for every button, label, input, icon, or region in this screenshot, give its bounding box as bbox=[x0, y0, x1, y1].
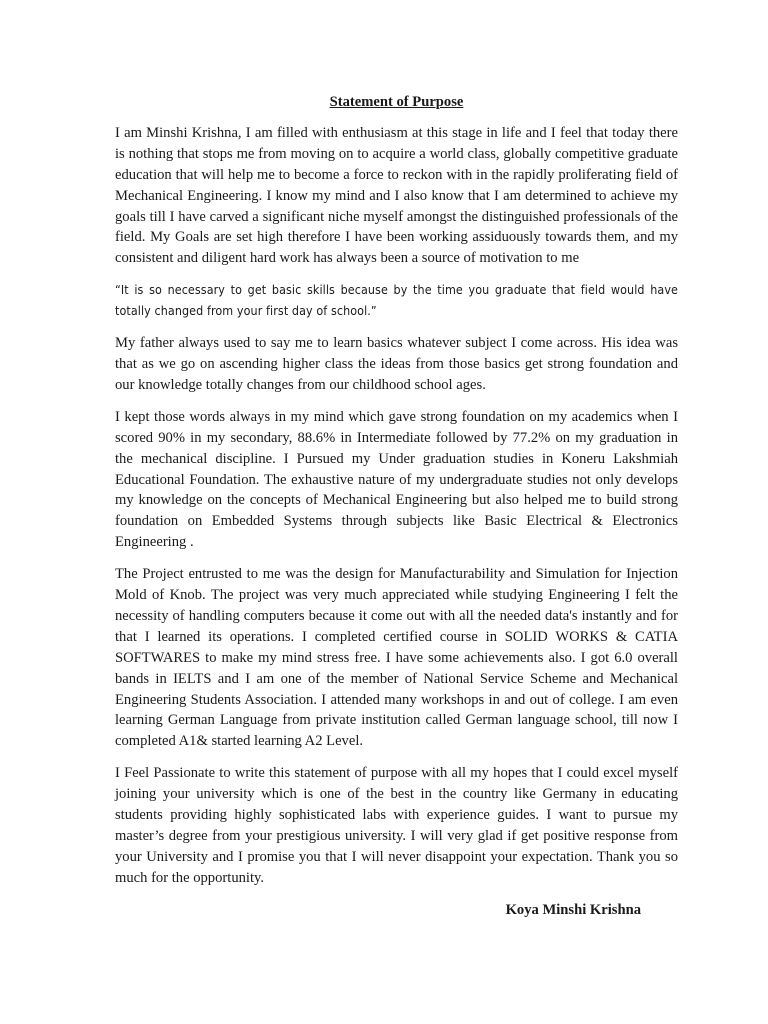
paragraph-project: The Project entrusted to me was the design for Manufacturability and Simulation for Injection Mold of Knob. The project was very much appreciated while studying Engineering I felt the necessity of handling computers because it come out with all the needed data's instantly and for that I learned its operations. I completed certified course in SOLID WORKS & CATIA SOFTWARES to make my mind stress free. I have some achievements also. I got 6.0 overall bands in IELTS and I am one of the member of National Service Scheme and Mechanical Engineering Students Association. I attended many workshops in and out of college. I am even learning German Language from private institution called German language school, till now I completed A1& started learning A2 Level. bbox=[115, 566, 678, 750]
paragraph-father: My father always used to say me to learn basics whatever subject I come across. His idea was that as we go on ascending higher class the ideas from those basics get strong foundation and our knowledge totally changes from our childhood school ages. bbox=[115, 335, 678, 393]
paragraph-academics: I kept those words always in my mind which gave strong foundation on my academics when I scored 90% in my secondary, 88.6% in Intermediate followed by 77.2% on my graduation in the mechanical discipline. I Pursued my Under graduation studies in Koneru Lakshmiah Educational Foundation. The exhaustive nature of my undergraduate studies not only develops my knowledge on the concepts of Mechanical Engineering but also helped me to build strong foundation on Embedded Systems through subjects like Basic Electrical & Electronics Engineering . bbox=[115, 408, 678, 551]
paragraph-closing: I Feel Passionate to write this statement of purpose with all my hopes that I could excel myself joining your university which is one of the best in the country like Germany in educating students providing highly sophisticated labs with experience guides. I want to pursue my master’s degree from your prestigious university. I will very glad if get positive response from your University and I promise you that I will never disappoint your expectation. Thank you so much for the opportunity. bbox=[115, 765, 678, 886]
paragraph-quote: “It is so necessary to get basic skills because by the time you graduate that field would have totally changed from your first day of school.” bbox=[115, 282, 678, 319]
document-body bbox=[115, 92, 678, 921]
signature: Koya Minshi Krishna bbox=[505, 901, 641, 918]
document-title: Statement of Purpose bbox=[329, 94, 464, 110]
paragraph-intro: I am Minshi Krishna, I am filled with enthusiasm at this stage in life and I feel that today there is nothing that stops me from moving on to acquire a world class, globally competitive graduate education that will help me to become a force to reckon with in the rapidly proliferating field of Mechanical Engineering. I know my mind and I also know that I am determined to achieve my goals till I have carved a significant niche myself amongst the distinguished professionals of the field. My Goals are set high therefore I have been working assiduously towards them, and my consistent and diligent hard work has always been a source of motivation to me bbox=[115, 124, 678, 267]
